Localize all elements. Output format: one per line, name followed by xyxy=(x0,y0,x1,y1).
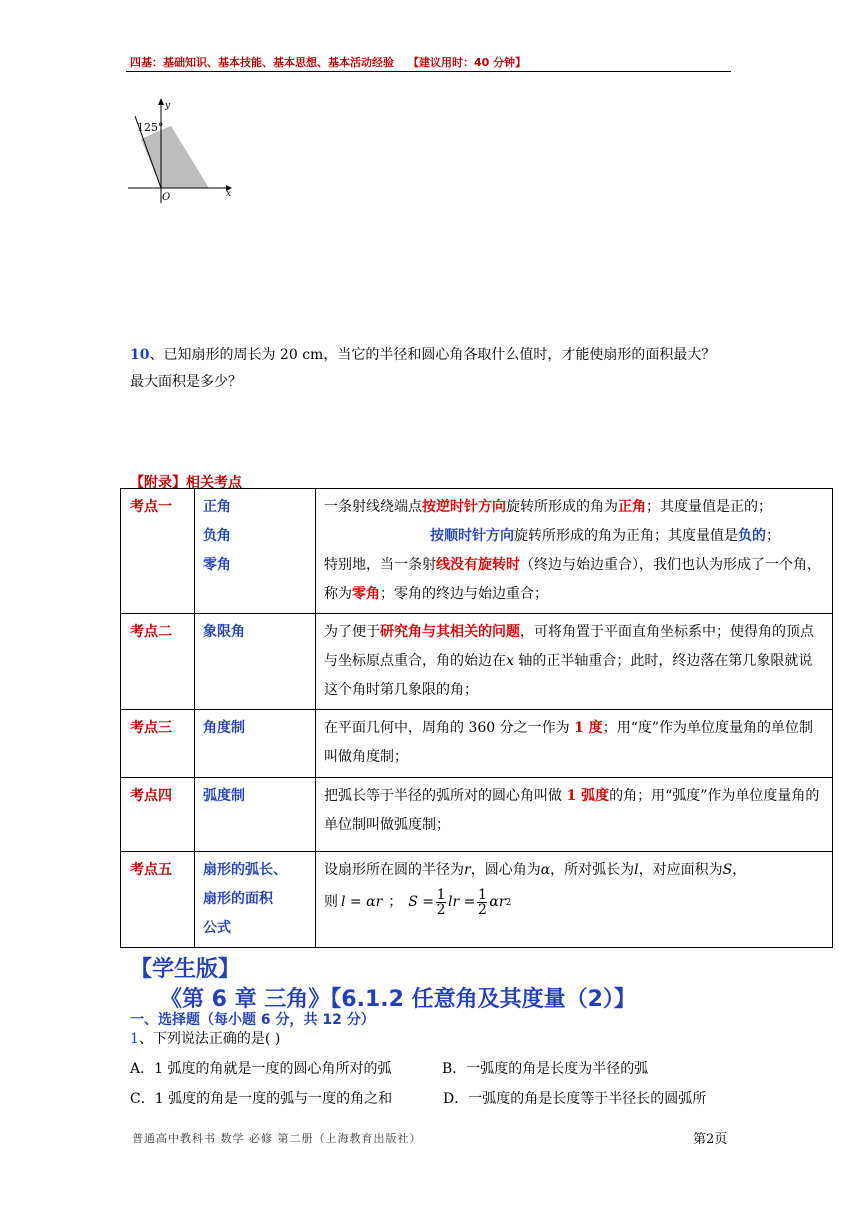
topic-cell: 角度制 xyxy=(195,710,316,778)
footer-book-info: 普通高中教科书 数学 必修 第二册（上海教育出版社） xyxy=(132,1132,422,1145)
header-four-basics: 四基：基础知识、基本技能、基本思想、基本活动经验 xyxy=(130,56,394,69)
topic-cell: 象限角 xyxy=(195,614,316,710)
origin-label: O xyxy=(162,192,171,203)
x-label: x xyxy=(226,189,232,199)
angle-figure xyxy=(120,98,250,212)
option-d: D．一弧度的角是长度等于半径长的圆弧所 xyxy=(443,1091,707,1107)
angle-figure-svg xyxy=(120,98,250,208)
page-header xyxy=(130,54,526,70)
question-10-line1: 10、已知扇形的周长为 20 cm，当它的半径和圆心角各取什么值时，才能使扇形的面积最大？ xyxy=(130,347,716,363)
table-row xyxy=(121,489,833,614)
question-10-number: 10 xyxy=(130,347,150,363)
point-cell: 考点三 xyxy=(121,710,195,778)
table-row xyxy=(121,614,833,710)
topic-cell: 正角 负角 零角 xyxy=(195,489,316,614)
table-row xyxy=(121,778,833,852)
option-b: B．一弧度的角是长度为半径的弧 xyxy=(442,1061,649,1077)
page-number: 第2页 xyxy=(693,1132,728,1147)
shaded-region xyxy=(141,126,209,188)
fraction-half-1: 1 2 xyxy=(436,886,446,918)
content-cell: 在平面几何中，周角的 360 分之一作为 1 度；用“度”作为单位度量角的单位制叫做角度制； xyxy=(316,710,833,778)
y-axis-arrow xyxy=(158,98,164,105)
chapter-title: 《第 6 章 三角》【6.1.2 任意角及其度量（2）】 xyxy=(160,987,636,1012)
content-cell: 设扇形所在圆的半径为r，圆心角为α，所对弧长为l，对应面积为S， 则 l = αr ； S = 1 2 lr = 1 2 αr 2 xyxy=(316,852,833,948)
content-cell: 为了便于研究角与其相关的问题，可将角置于平面直角坐标系中；使得角的顶点与坐标原点重合，角的始边在x 轴的正半轴重合；此时，终边落在第几象限就说这个角时第几象限的角； xyxy=(316,614,833,710)
header-suggested-time: 【建议用时：40 分钟】 xyxy=(408,56,527,69)
topic-cell: 扇形的弧长、 扇形的面积 公式 xyxy=(195,852,316,948)
sector-formula: 则 l = αr ； S = 1 2 lr = 1 2 αr 2 xyxy=(324,886,512,918)
appendix-title: 【附录】相关考点 xyxy=(130,475,242,491)
option-a: A．1 弧度的角就是一度的圆心角所对的弧 xyxy=(130,1061,392,1077)
point-cell: 考点二 xyxy=(121,614,195,710)
knowledge-table xyxy=(120,488,833,948)
table-row xyxy=(121,710,833,778)
question-1-number: 1 xyxy=(130,1031,139,1047)
section-title: 一、选择题（每小题 6 分，共 12 分） xyxy=(130,1012,375,1028)
content-cell: 把弧长等于半径的弧所对的圆心角叫做 1 弧度的角；用“弧度”作为单位度量角的单位制叫做弧度制； xyxy=(316,778,833,852)
student-version-title: 【学生版】 xyxy=(130,957,241,982)
topic-cell: 弧度制 xyxy=(195,778,316,852)
angle-label: 125° xyxy=(137,121,164,134)
option-c: C．1 弧度的角是一度的弧与一度的角之和 xyxy=(130,1091,393,1107)
header-divider xyxy=(126,71,731,72)
question-10-line2: 最大面积是多少？ xyxy=(130,374,242,390)
y-label: y xyxy=(165,101,171,111)
point-cell: 考点四 xyxy=(121,778,195,852)
question-10 xyxy=(130,342,750,396)
content-cell: 一条射线绕端点按逆时针方向旋转所形成的角为正角；其度量值是正的； 按顺时针方向旋转所形成的角为正角；其度量值是负的； 特别地，当一条射线没有旋转时（终边与始边重合），我们也认为形成了一个角，称为零角；零角的终边与始边重合； xyxy=(316,489,833,614)
question-1: 1、下列说法正确的是( ) xyxy=(130,1031,281,1047)
table-row xyxy=(121,852,833,948)
point-cell: 考点一 xyxy=(121,489,195,614)
point-cell: 考点五 xyxy=(121,852,195,948)
fraction-half-2: 1 2 xyxy=(477,886,487,918)
